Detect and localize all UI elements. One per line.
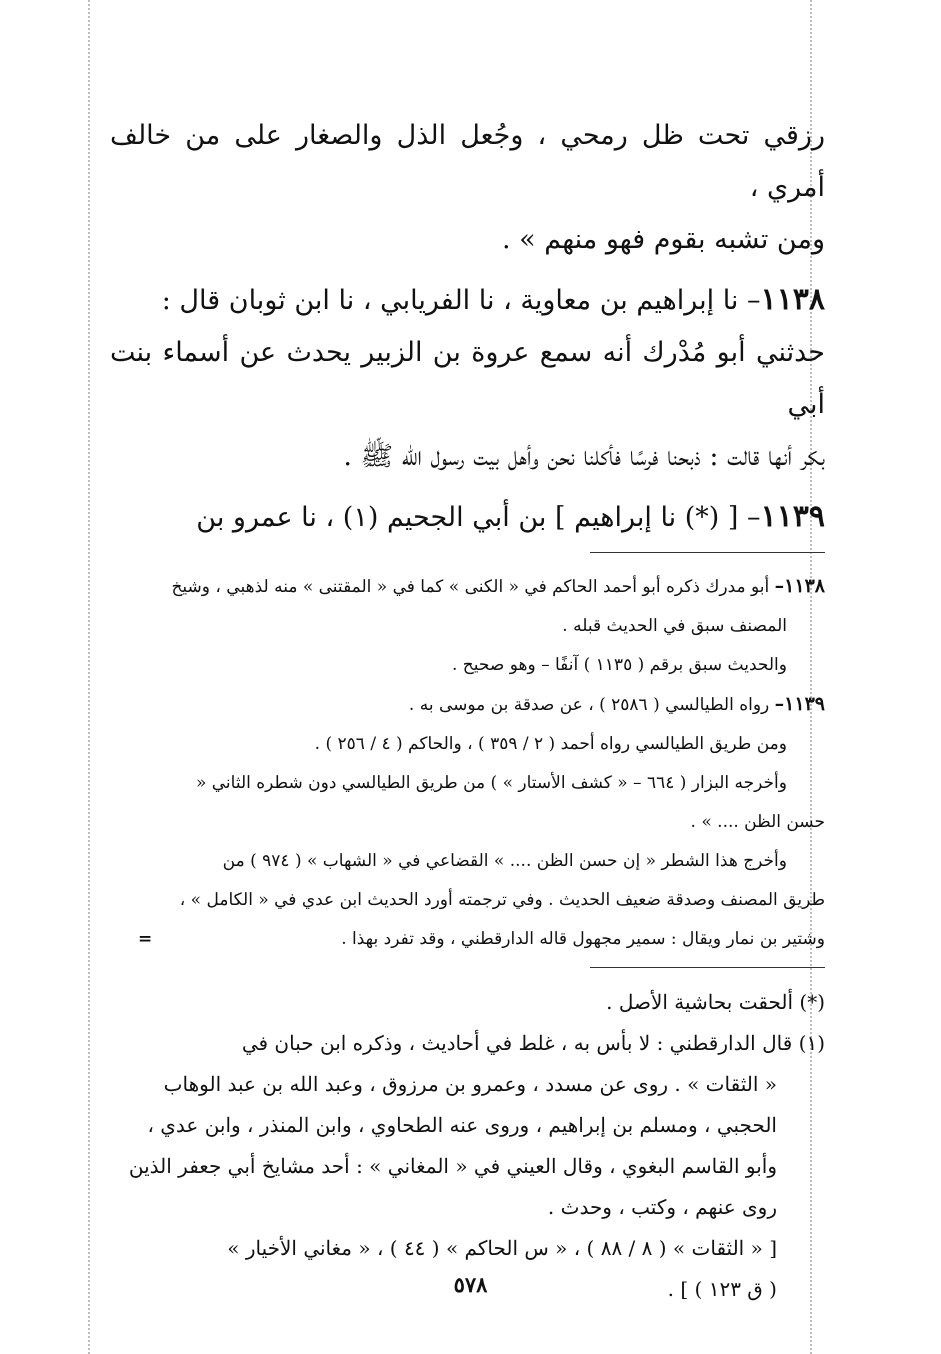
footnote-one: (١) قال الدارقطني : لا بأس به ، غلط في أحاديث ، وذكره ابن حبان في [241, 1031, 825, 1055]
footnote-text: [ « الثقات » ( ٨ / ٨٨ ) ، « س الحاكم » ( ٤٤ ) ، « مغاني الأخيار » [227, 1236, 777, 1260]
main-line: حدثني أبو مُدْرك أنه سمع عروة بن الزبير يحدث عن أسماء بنت أبي [110, 337, 825, 420]
main-text [110, 110, 825, 544]
note-text: رواه الطيالسي ( ٢٥٨٦ ) ، عن صدقة بن موسى به . [408, 695, 770, 715]
footnote-divider [590, 552, 825, 553]
footnote-text: وأبو القاسم البغوي ، وقال العيني في « المغاني » : أحد مشايخ أبي جعفر الذين [128, 1154, 777, 1178]
footnote-text: روى عنهم ، وكتب ، وحدث . [547, 1195, 777, 1219]
note-number: ١١٣٨– [774, 575, 825, 597]
note-line [110, 920, 825, 959]
main-line: – نا إبراهيم بن معاوية ، نا الفريابي ، نا ابن ثوبان قال : [161, 285, 761, 316]
main-line: ومن تشبه بقوم فهو منهم » . [501, 224, 825, 255]
footnote-text: « الثقات » . روى عن مسدد ، وعمرو بن مرزوق ، وعبد الله بن عبد الوهاب [163, 1072, 777, 1096]
footnote-text: الحجبي ، ومسلم بن إبراهيم ، وروى عنه الطحاوي ، وابن المنذر ، وابن عدي ، [147, 1113, 777, 1137]
note-1138 [110, 567, 825, 607]
margin-dotted-line-left [88, 0, 90, 1354]
note-text: وأخرج هذا الشطر « إن حسن الظن .... » القضاعي في « الشهاب » ( ٩٧٤ ) من [222, 851, 787, 871]
note-1139 [110, 685, 825, 725]
footnote-divider [590, 967, 825, 968]
note-text: أبو مدرك ذكره أبو أحمد الحاكم في « الكنى » كما في « المقتنى » منه لذهبي ، وشيخ [171, 577, 770, 597]
note-text: طريق المصنف وصدقة ضعيف الحديث . وفي ترجمته أورد الحديث ابن عدي في « الكامل » ، [179, 890, 825, 910]
hadith-number: ١١٣٩ [760, 499, 825, 534]
main-line: بكر أنها قالت : ذبحنا فرسًا فأكلنا نحن وأهل بيت رسول الله ﷺ . [343, 441, 825, 472]
footnote-text: ( ق ١٢٣ ) ] . [667, 1277, 777, 1301]
note-text: ومن طريق الطيالسي رواه أحمد ( ٢ / ٣٥٩ ) ، والحاكم ( ٤ / ٢٥٦ ) . [314, 734, 787, 754]
hadith-1139 [110, 491, 825, 544]
hadith-number: ١١٣٨ [760, 282, 825, 317]
continuation-mark: = [138, 929, 153, 949]
note-number: ١١٣٩– [774, 693, 825, 715]
footnotes [110, 982, 825, 1310]
note-text: حسن الظن .... » . [690, 812, 825, 832]
footnote-star: (*) ألحقت بحاشية الأصل . [606, 990, 825, 1014]
main-line: رزقي تحت ظل رمحي ، وجُعل الذل والصغار على من خالف أمري ، [110, 120, 825, 203]
note-text: والحديث سبق برقم ( ١١٣٥ ) آنفًا – وهو صحيح . [452, 655, 787, 675]
note-text: المصنف سبق في الحديث قبله . [562, 616, 787, 636]
note-text: وشتير بن نمار ويقال : سمير مجهول قاله الدارقطني ، وقد تفرد بهذا . [341, 929, 825, 949]
page-body [110, 110, 825, 1310]
note-text: وأخرجه البزار ( ٦٦٤ – « كشف الأستار » ) من طريق الطيالسي دون شطره الثاني « [195, 773, 787, 793]
commentary [110, 567, 825, 959]
hadith-1138 [110, 274, 825, 327]
main-line: – [ (*) نا إبراهيم ] بن أبي الجحيم (١) ، نا عمرو بن [196, 502, 761, 533]
page-number: ٥٧٨ [453, 1272, 488, 1297]
